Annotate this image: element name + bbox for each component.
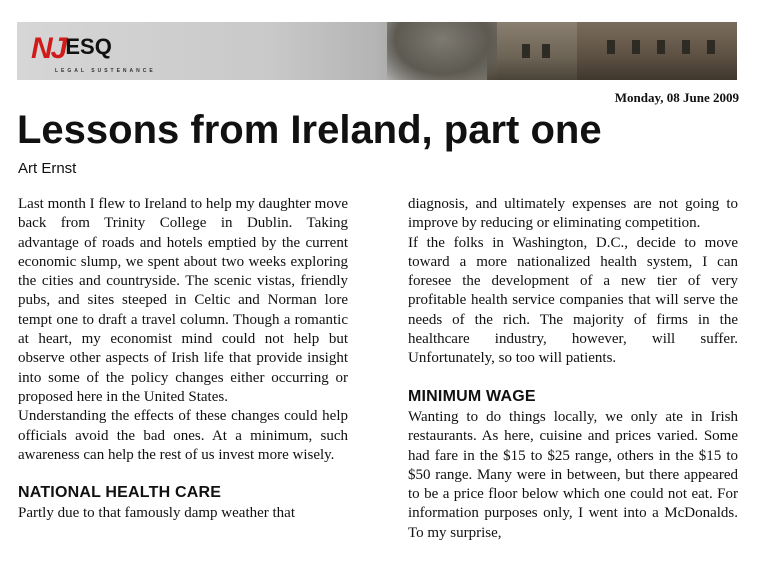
paragraph: Understanding the effects of these changes could help officials avoid the bad ones. At a minimum, such awareness can help the rest of us invest more wisely. — [18, 408, 348, 463]
window-shape — [542, 44, 550, 58]
article-author: Art Ernst — [18, 160, 77, 177]
article-column-right — [408, 195, 738, 543]
paragraph: Partly due to that famously damp weather that — [18, 505, 296, 522]
paragraph: diagnosis, and ultimately expenses are not going to improve by reducing or eliminating competition. — [408, 196, 738, 232]
article-column-left — [18, 195, 348, 524]
site-logo[interactable] — [31, 32, 156, 74]
header-banner — [17, 22, 737, 80]
window-shape — [522, 44, 530, 58]
section-heading: MINIMUM WAGE — [408, 387, 536, 405]
window-shape — [607, 40, 615, 54]
section-heading: NATIONAL HEALTH CARE — [18, 484, 222, 502]
window-shape — [707, 40, 715, 54]
window-shape — [682, 40, 690, 54]
logo-tagline: LEGAL SUSTENANCE — [55, 68, 156, 74]
paragraph: Wanting to do things locally, we only ate in Irish restaurants. As here, cuisine and prices varied. Some had fare in the $15 to $25 range, others in the $15 to $50 range. Many were in between, but there appeared to be a price floor below which one could not eat. For information purposes only, I went into a McDonalds. To my surprise, — [408, 408, 738, 541]
logo-suffix: ESQ — [65, 34, 112, 59]
tree-image — [387, 22, 497, 80]
paragraph: Last month I flew to Ireland to help my daughter move back from Trinity College in Dublin. Taking advantage of roads and hotels emptied by the current economic slump, we spent about two weeks exploring the cities and countryside. The scenic vistas, friendly pubs, and sites steeped in Celtic and Norman lore tempt one to draft a travel column. Though a romantic at heart, my economist mind could not help but observe other aspects of Irish life that provide insight into some of the policy changes either occurring or proposed here in the United States. — [18, 196, 348, 405]
window-shape — [657, 40, 665, 54]
publish-date: Monday, 08 June 2009 — [614, 90, 739, 105]
logo-main: NJ — [31, 32, 66, 65]
window-shape — [632, 40, 640, 54]
building-image — [487, 22, 577, 80]
article-title: Lessons from Ireland, part one — [17, 108, 602, 152]
paragraph: If the folks in Washington, D.C., decide to move toward a more nationalized health system, I can foresee the development of a new tier of very profitable health service companies that will serve the needs of the rich. The majority of firms in the healthcare industry, however, will suffer. Unfortunately, so too will patients. — [408, 234, 738, 367]
